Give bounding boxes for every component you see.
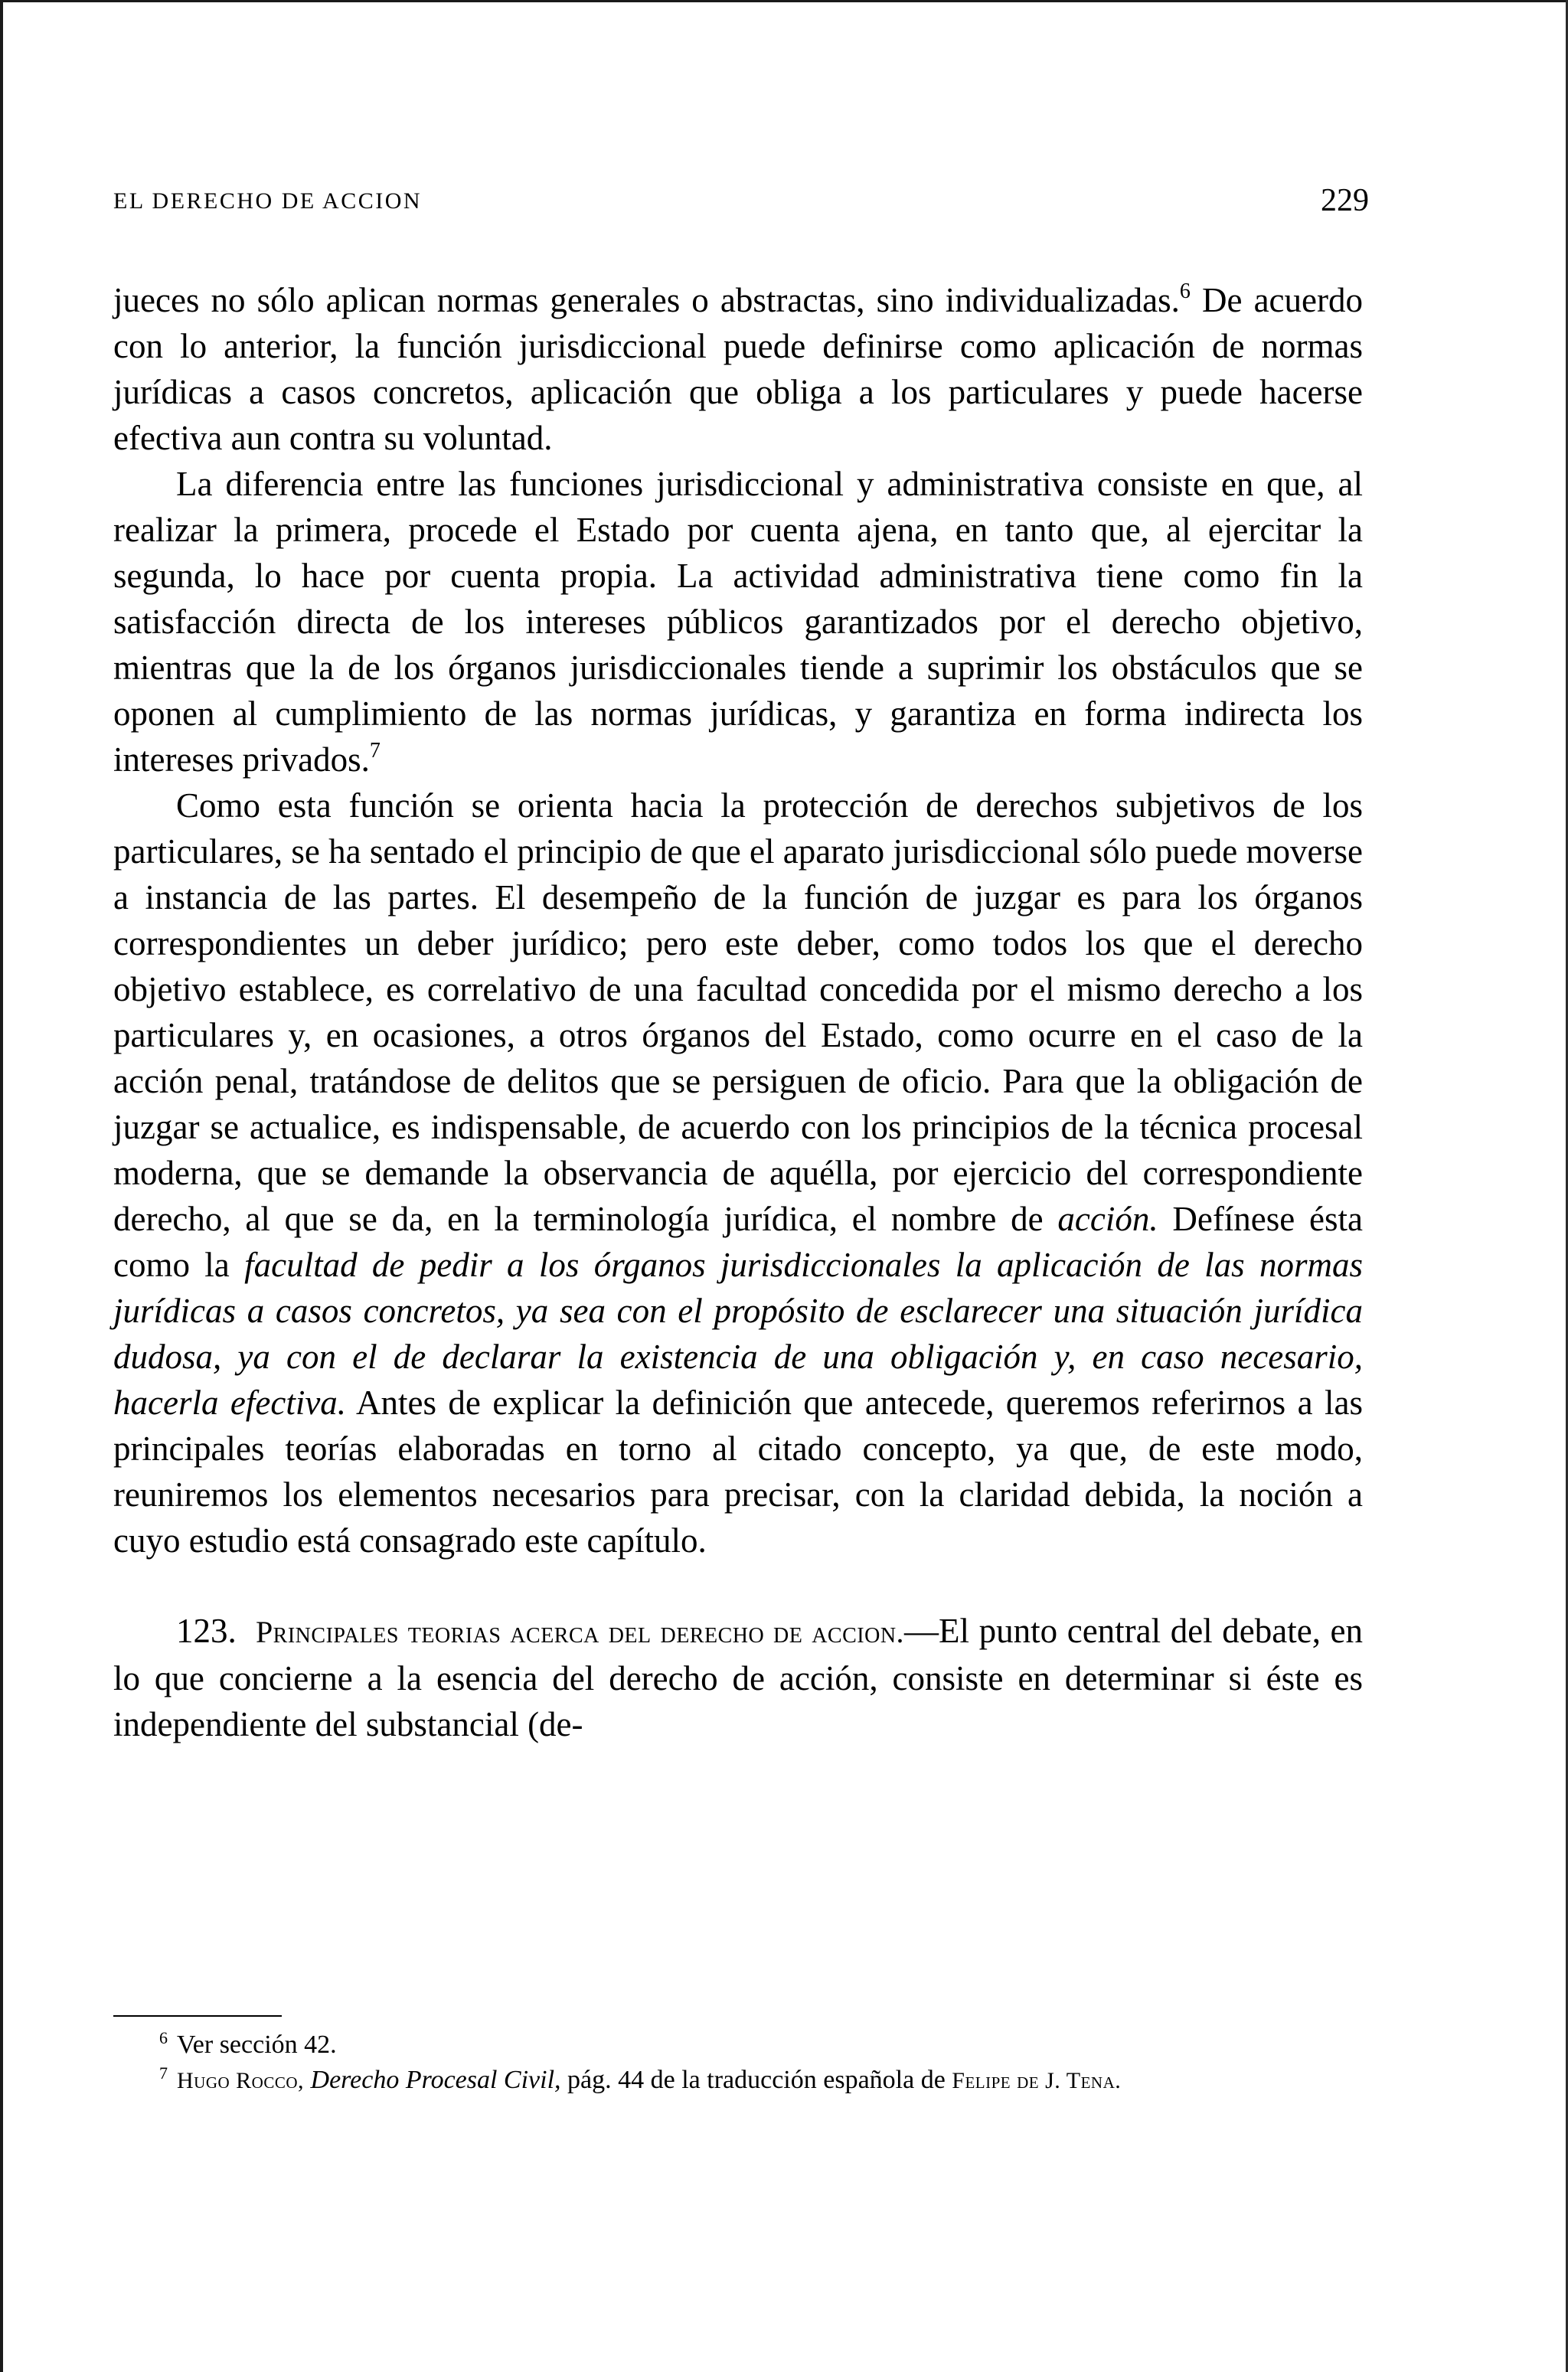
footnote-6: $^6$ Ver sección 42. [159, 2028, 337, 2059]
term-accion: acción. [1057, 1200, 1158, 1238]
footnote-work: Derecho Procesal Civil, [310, 2066, 561, 2094]
footnote-ref-7[interactable]: 7 [369, 739, 381, 763]
footnote-7: $^7$ Hugo Rocco, Derecho Procesal Civil, pág. 44 de la traducción española de Felipe de J. Tena. [159, 2063, 1122, 2094]
footnote-ref-6[interactable]: 6 [1179, 279, 1191, 303]
section-text: El punto central del debate, en lo que concierne a la esencia del derecho de acción, consiste en determinar si éste es independiente del substancial (de- [113, 1612, 1364, 1743]
footnote-mark: 6 [159, 2028, 168, 2047]
footnote-translator: Felipe de J. Tena. [952, 2068, 1122, 2093]
main-text [113, 277, 1363, 1747]
section-number: 123. [176, 1612, 237, 1650]
paragraph-3: Como esta función se orienta hacia la protección de derechos subjetivos de los particulares, se ha sentado el principio de que el aparato jurisdiccional sólo puede moverse a instancia de las partes. El desempeño de la función de juzgar es para los órganos correspondientes un deber jurídico; pero este deber, como todos los que el derecho objetivo establece, es correlativo de una facultad concedida por el mismo derecho a los particulares y, en ocasiones, a otros órganos del Estado, como ocurre en el caso de la acción penal, tratándose de delitos que se persiguen de oficio. Para que la obligación de juzgar se actualice, es indispensable, de acuerdo con los principios de la técnica procesal moderna, que se demande la observancia de aquélla, por ejercicio del correspondiente derecho, al que se da, en la terminología jurídica, el nombre de acción. Defínese ésta como la facultad de pedir a los órganos jurisdiccionales la aplicación de las normas jurídicas a casos concretos, ya sea con el propósito de esclarecer una situación jurídica dudosa, ya con el de declarar la existencia de una obligación y, en caso necesario, hacerla efectiva. Antes de explicar la definición que antecede, queremos referirnos a las principales teorías elaboradas en torno al citado concepto, ya que, de este modo, reuniremos los elementos necesarios para precisar, con la claridad debida, la noción a cuyo estudio está consagrado este capítulo. [113, 786, 1364, 1560]
section-123: 123. Principales teorias acerca del derecho de accion.—El punto central del debate, en lo que concierne a la esencia del derecho de acción, consiste en determinar si éste es independiente del substancial (de- [113, 1612, 1364, 1743]
scan-edge-left [0, 0, 3, 2372]
paragraph-1: jueces no sólo aplican normas generales o abstractas, sino individualizadas.$^6$ De acuerdo con lo anterior, la función jurisdiccional puede definirse como aplicación de normas jurídicas a casos concretos, aplicación que obliga a los particulares y puede hacerse efectiva aun contra su voluntad. [113, 279, 1363, 457]
definition-accion: facultad de pedir a los órganos jurisdiccionales la aplicación de las normas jurídicas a casos concretos, ya sea con el propósito de esclarecer una situación jurídica dudosa, ya con el de declarar la existencia de una obligación y, en caso necesario, hacerla efectiva. [113, 1246, 1364, 1422]
section-heading: Principales teorias acerca del derecho de accion. [255, 1615, 905, 1649]
page-number: 229 [1321, 183, 1369, 218]
running-header-title: EL DERECHO DE ACCION [113, 188, 423, 214]
scan-edge-top [0, 0, 1568, 2]
footnote-rule [113, 2015, 282, 2017]
footnote-author: Hugo Rocco, [177, 2068, 305, 2093]
footnotes [113, 2027, 1363, 2099]
footnote-mark: 7 [159, 2063, 168, 2083]
running-header [113, 182, 1369, 228]
paragraph-2: La diferencia entre las funciones jurisdiccional y administrativa consiste en que, al realizar la primera, procede el Estado por cuenta ajena, en tanto que, al ejercitar la segunda, lo hace por cuenta propia. La actividad administrativa tiene como fin la satisfacción directa de los intereses públicos garantizados por el derecho objetivo, mientras que la de los órganos jurisdiccionales tiende a suprimir los obstáculos que se oponen al cumplimiento de las normas jurídicas, y garantiza en forma indirecta los intereses privados.$^7$ [113, 465, 1363, 779]
